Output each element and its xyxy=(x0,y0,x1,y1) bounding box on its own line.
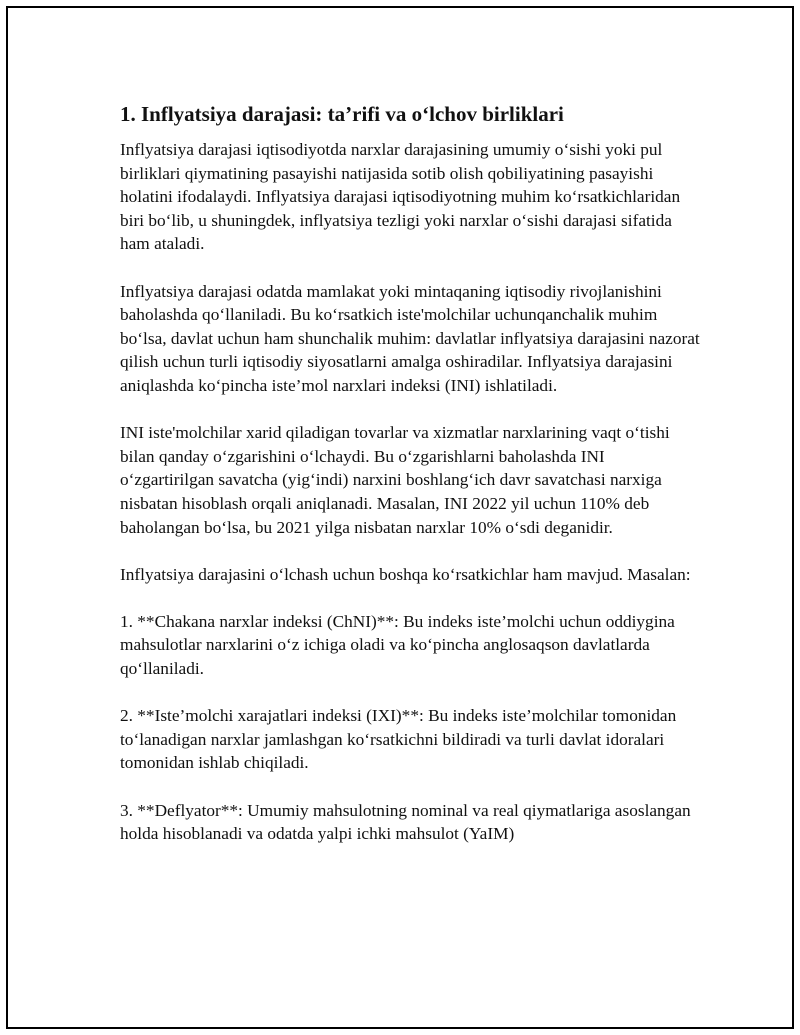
paragraph-definition: Inflyatsiya darajasi iqtisodiyotda narxlar darajasining umumiy o‘sishi yoki pul birliklari qiymatining pasayishi natijasida sotib olish qobiliyatining pasayishi holatini ifodalaydi. Inflyatsiya darajasi iqtisodiyotning muhim ko‘rsatkichlaridan biri bo‘lib, u shuningdek, inflyatsiya tezligi yoki narxlar o‘sishi darajasi sifatida ham ataladi. xyxy=(120,140,681,254)
document-page xyxy=(6,6,794,1029)
document-body xyxy=(120,100,700,869)
list-item-deflator: 3. **Deflyator**: Umumiy mahsulotning nominal va real qiymatlariga asoslangan holda hisoblanadi va odatda yalpi ichki mahsulot (YaIM) xyxy=(120,800,691,844)
paragraph-ini: INI iste'molchilar xarid qiladigan tovarlar va xizmatlar narxlarining vaqt o‘tishi bilan qanday o‘zgarishini o‘lchaydi. Bu o‘zgarishlarni baholashda INI o‘zgartirilgan savatcha (yig‘indi) narxini boshlang‘ich davr savatchasi narxiga nisbatan hisoblash orqali aniqlanadi. Masalan, INI 2022 yil uchun 110% deb baholangan bo‘lsa, bu 2021 yilga nisbatan narxlar 10% o‘sdi deganidir. xyxy=(120,423,670,537)
list-item-chni: 1. **Chakana narxlar indeksi (ChNI)**: Bu indeks iste’molchi uchun oddiygina mahsulotlar narxlarini o‘z ichiga oladi va ko‘pincha anglosaqson davlatlarda qo‘llaniladi. xyxy=(120,611,675,679)
paragraph-usage: Inflyatsiya darajasi odatda mamlakat yoki mintaqaning iqtisodiy rivojlanishini baholashda qo‘llaniladi. Bu ko‘rsatkich iste'molchilar uchunqanchalik muhim bo‘lsa, davlat uchun ham shunchalik muhim: davlatlar inflyatsiya darajasini nazorat qilish uchun turli iqtisodiy siyosatlarni amalga oshiradilar. Inflyatsiya darajasini aniqlashda ko‘pincha iste’mol narxlari indeksi (INI) ishlatiladi. xyxy=(120,281,700,395)
section-heading: 1. Inflyatsiya darajasi: ta’rifi va o‘lchov birliklari xyxy=(120,102,564,126)
list-item-ixi: 2. **Iste’molchi xarajatlari indeksi (IXI)**: Bu indeks iste’molchilar tomonidan to‘lanadigan narxlar jamlashgan ko‘rsatkichni bildiradi va turli davlat idoralari tomonidan ishlab chiqiladi. xyxy=(120,706,677,773)
paragraph-other-indicators: Inflyatsiya darajasini o‘lchash uchun boshqa ko‘rsatkichlar ham mavjud. Masalan: xyxy=(120,564,691,584)
